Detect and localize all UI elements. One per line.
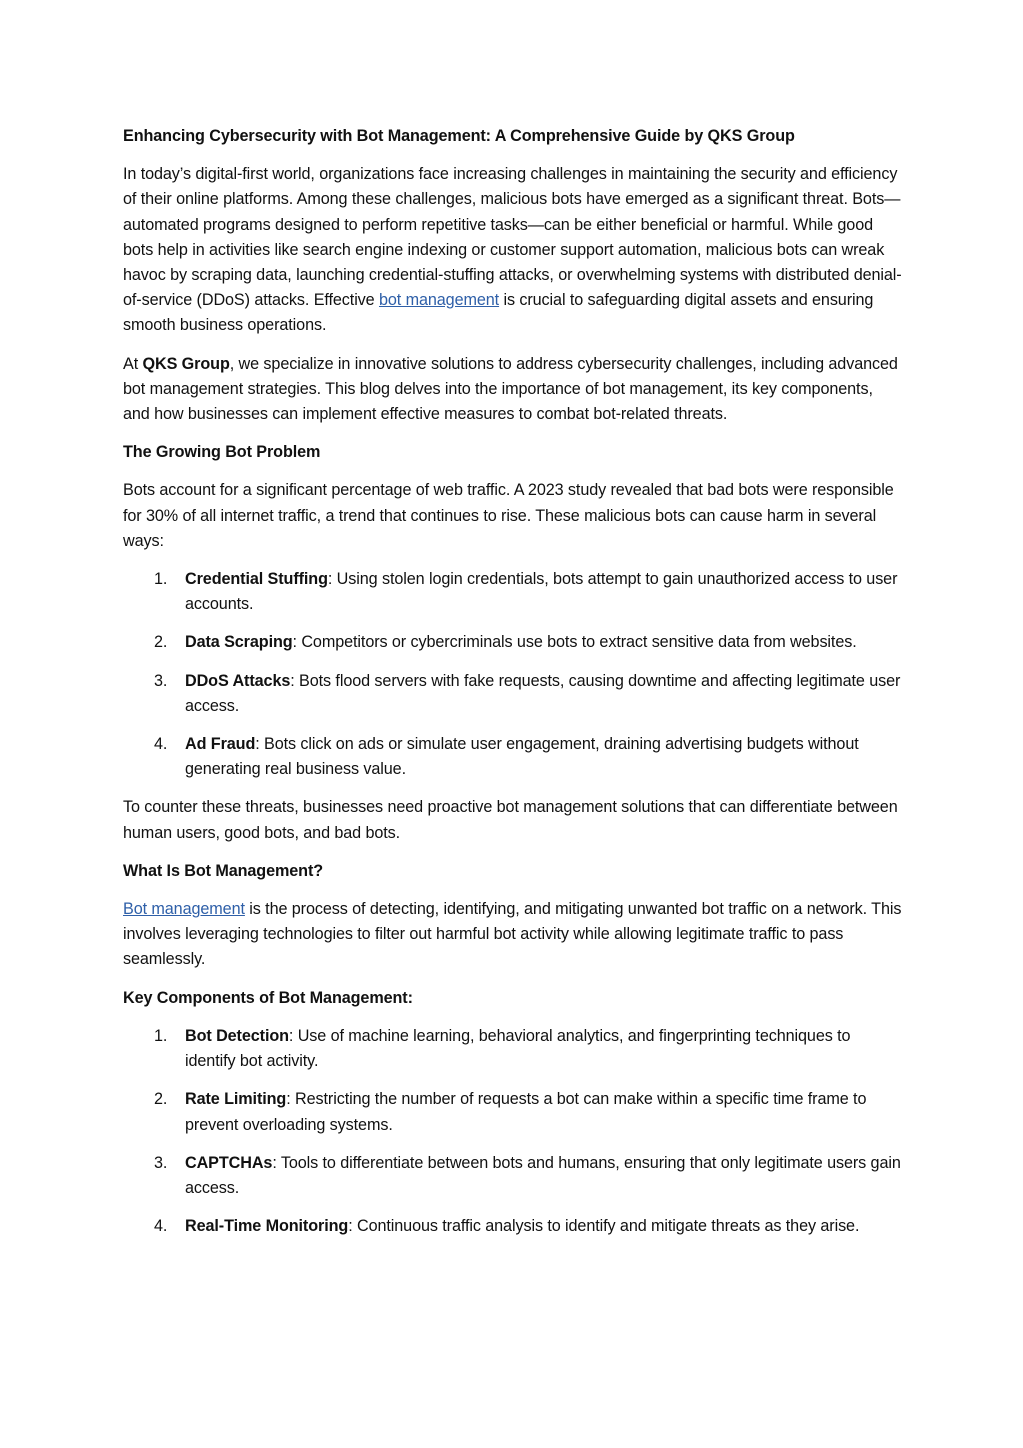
qks-brand: QKS Group	[142, 354, 230, 373]
list-desc: : Competitors or cybercriminals use bots to extract sensitive data from websites.	[292, 633, 857, 652]
bot-management-link-2[interactable]: Bot management	[123, 900, 245, 919]
list-term: Credential Stuffing	[185, 570, 328, 589]
list-number: 3.	[154, 671, 168, 690]
intro-paragraph	[123, 162, 903, 338]
list-item	[123, 1214, 903, 1239]
list-item	[123, 1151, 903, 1201]
intro-text: In today’s digital-first world, organizations face increasing challenges in maintaining the security and efficiency of their online platforms. Among these challenges, malicious bots have emerged as a significant threat. Bots—automated programs designed to perform repetitive tasks—can be either beneficial or harmful. While good bots help in activities like search engine indexing or customer support automation, malicious bots can wreak havoc by scraping data, launching credential-stuffing attacks, or overwhelming systems with distributed denial-of-service (DDoS) attacks. Effective	[123, 165, 902, 310]
list-number: 2.	[154, 633, 168, 652]
section-heading-what: What Is Bot Management?	[123, 861, 324, 880]
list-item	[123, 732, 903, 782]
list-desc: : Bots flood servers with fake requests, causing downtime and affecting legitimate user access.	[185, 671, 901, 715]
list-term: Bot Detection	[185, 1026, 289, 1045]
list-number: 4.	[154, 1217, 168, 1236]
list-number: 1.	[154, 1026, 168, 1045]
list-item	[123, 1087, 903, 1137]
list-desc: : Using stolen login credentials, bots attempt to gain unauthorized access to user accounts.	[185, 570, 898, 614]
section-heading-growing: The Growing Bot Problem	[123, 443, 321, 462]
qks-lead: At	[123, 354, 143, 373]
intro-text-end: is crucial to safeguarding digital assets and ensuring smooth business operations.	[123, 291, 874, 335]
list-term: Rate Limiting	[185, 1090, 287, 1109]
what-text: is the process of detecting, identifying, and mitigating unwanted bot traffic on a network. This involves leveraging technologies to filter out harmful bot activity while allowing legitimate traffic to pass seamlessly.	[123, 900, 902, 969]
list-number: 1.	[154, 570, 168, 589]
list-term: CAPTCHAs	[185, 1153, 273, 1172]
list-desc: : Bots click on ads or simulate user engagement, draining advertising budgets without generating real business value.	[185, 735, 859, 779]
growing-closing: To counter these threats, businesses need proactive bot management solutions that can differentiate between human users, good bots, and bad bots.	[123, 798, 898, 842]
components-list	[123, 1024, 903, 1239]
growing-paragraph: Bots account for a significant percentage of web traffic. A 2023 study revealed that bad bots were responsible for 30% of all internet traffic, a trend that continues to rise. These malicious bots can cause harm in several ways:	[123, 481, 894, 550]
list-number: 4.	[154, 735, 168, 754]
list-item	[123, 1024, 903, 1074]
threat-list	[123, 567, 903, 782]
list-desc: : Tools to differentiate between bots and humans, ensuring that only legitimate users gain access.	[185, 1153, 901, 1197]
list-term: Real-Time Monitoring	[185, 1217, 349, 1236]
document-title: Enhancing Cybersecurity with Bot Management: A Comprehensive Guide by QKS Group	[123, 127, 795, 145]
list-desc: : Use of machine learning, behavioral analytics, and fingerprinting techniques to identify bot activity.	[185, 1026, 851, 1071]
bot-management-link[interactable]: bot management	[378, 291, 500, 310]
list-desc: : Continuous traffic analysis to identify and mitigate threats as they arise.	[348, 1217, 860, 1236]
qks-paragraph	[123, 352, 903, 428]
list-number: 3.	[154, 1153, 168, 1172]
document-body	[123, 124, 903, 1252]
what-paragraph	[123, 897, 903, 973]
list-number: 2.	[154, 1090, 168, 1109]
list-desc: : Restricting the number of requests a bot can make within a specific time frame to prevent overloading systems.	[185, 1090, 867, 1134]
list-item	[123, 630, 903, 655]
list-term: Ad Fraud	[185, 735, 256, 754]
qks-text: , we specialize in innovative solutions to address cybersecurity challenges, including advanced bot management strategies. This blog delves into the importance of bot management, its key components, and how businesses can implement effective measures to combat bot-related threats.	[123, 354, 898, 424]
list-term: Data Scraping	[185, 633, 293, 652]
list-item	[123, 669, 903, 719]
section-heading-components: Key Components of Bot Management:	[123, 988, 413, 1007]
list-item	[123, 567, 903, 617]
list-term: DDoS Attacks	[185, 671, 291, 690]
